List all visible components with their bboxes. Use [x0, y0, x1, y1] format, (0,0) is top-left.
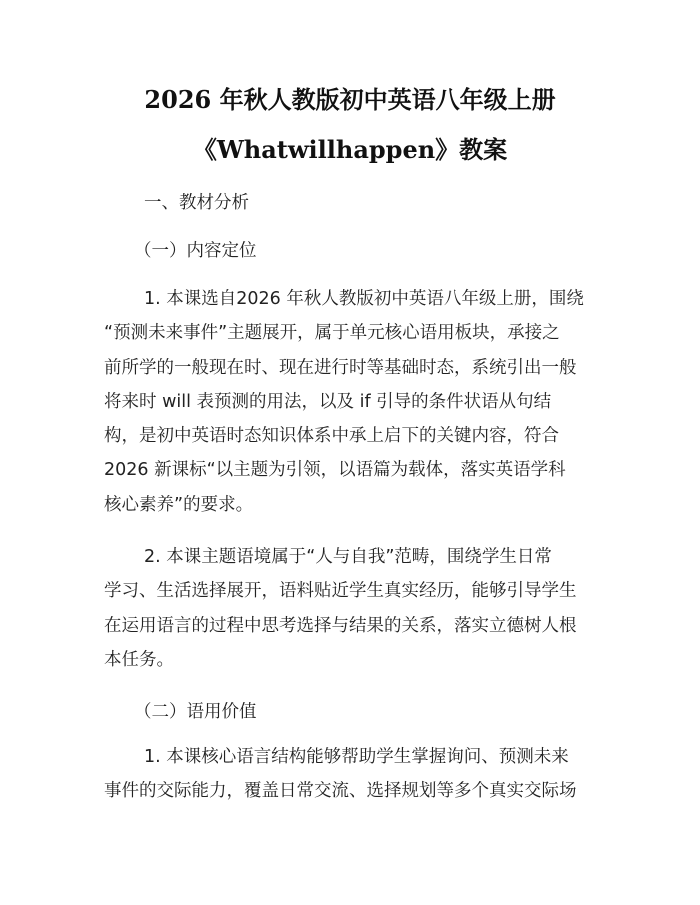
document-title-line-1: 2026 年秋人教版初中英语八年级上册 [144, 85, 556, 114]
paragraph-line: 1. 本课选自2026 年秋人教版初中英语八年级上册，围绕 [144, 289, 584, 309]
section-heading-textbook-analysis: 一、教材分析 [144, 193, 249, 213]
document-title-line-2: 《Whatwillhappen》教案 [192, 135, 508, 164]
paragraph-line: 前所学的一般现在时、现在进行时等基础时态，系统引出一般 [104, 357, 577, 378]
paragraph-line: 2. 本课主题语境属于“人与自我”范畴，围绕学生日常 [144, 547, 552, 567]
paragraph-line: 构，是初中英语时态知识体系中承上启下的关键内容，符合 [104, 426, 559, 447]
subsection-heading-pragmatic-value: （二）语用价值 [134, 702, 257, 722]
paragraph-line: 核心素养”的要求。 [104, 494, 254, 515]
paragraph-line: 1. 本课核心语言结构能够帮助学生掌握询问、预测未来 [144, 747, 569, 767]
paragraph-line: 学习、生活选择展开，语料贴近学生真实经历，能够引导学生 [104, 581, 577, 602]
paragraph-line: 2026 新课标“以主题为引领，以语篇为载体，落实英语学科 [104, 460, 566, 481]
paragraph-line: “预测未来事件”主题展开，属于单元核心语用板块，承接之 [104, 323, 560, 344]
paragraph-content-positioning-1 [104, 282, 604, 522]
paragraph-pragmatic-value-1 [104, 740, 604, 809]
paragraph-line: 将来时 will 表预测的用法，以及 if 引导的条件状语从句结 [104, 391, 552, 412]
subsection-heading-content-positioning: （一）内容定位 [134, 241, 257, 261]
paragraph-line: 在运用语言的过程中思考选择与结果的关系，落实立德树人根 [104, 615, 577, 636]
paragraph-line: 本任务。 [104, 649, 174, 670]
paragraph-line: 事件的交际能力，覆盖日常交流、选择规划等多个真实交际场 [104, 781, 577, 802]
paragraph-content-positioning-2 [104, 540, 604, 677]
